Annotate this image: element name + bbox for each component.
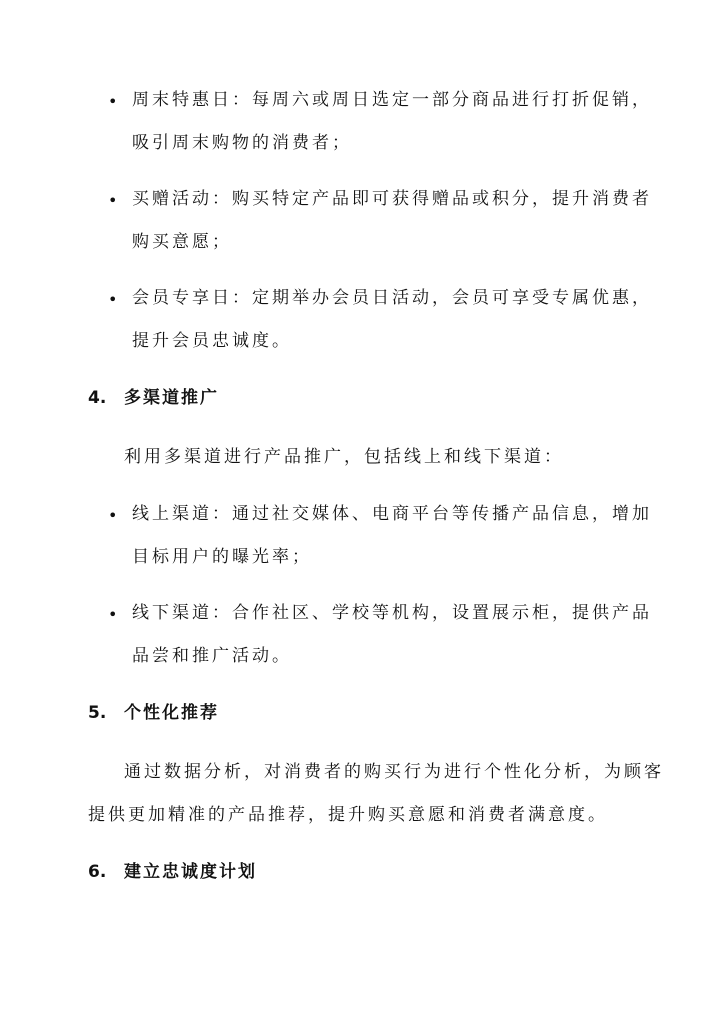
bullet-text-line: 提升会员忠诚度。 xyxy=(132,331,292,351)
bullet-text-line: 线上渠道：通过社交媒体、电商平台等传播产品信息，增加 xyxy=(132,504,652,524)
bullet-marker: • xyxy=(108,605,118,624)
bullet-text-line: 周末特惠日：每周六或周日选定一部分商品进行打折促销， xyxy=(132,90,652,110)
bullet-text-line: 品尝和推广活动。 xyxy=(132,646,292,666)
section-number: 5. xyxy=(88,703,107,723)
paragraph-line: 提供更加精准的产品推荐，提升购买意愿和消费者满意度。 xyxy=(88,805,608,825)
paragraph-line: 通过数据分析，对消费者的购买行为进行个性化分析，为顾客 xyxy=(124,762,664,782)
bullet-text-line: 会员专享日：定期举办会员日活动，会员可享受专属优惠， xyxy=(132,288,652,308)
section-title: 多渠道推广 xyxy=(124,388,219,408)
section-heading xyxy=(88,388,219,408)
section-title: 个性化推荐 xyxy=(124,703,219,723)
section-heading xyxy=(88,862,257,882)
bullet-text-line: 线下渠道：合作社区、学校等机构，设置展示柜，提供产品 xyxy=(132,603,652,623)
bullet-text-line: 购买意愿； xyxy=(132,232,232,252)
section-heading xyxy=(88,703,219,723)
section-number: 6. xyxy=(88,862,107,882)
bullet-marker: • xyxy=(108,92,118,111)
bullet-text-line: 吸引周末购物的消费者； xyxy=(132,133,352,153)
bullet-text-line: 目标用户的曝光率； xyxy=(132,547,312,567)
section-title: 建立忠诚度计划 xyxy=(124,862,257,882)
bullet-marker: • xyxy=(108,506,118,525)
section-number: 4. xyxy=(88,388,107,408)
bullet-marker: • xyxy=(108,290,118,309)
bullet-text-line: 买赠活动：购买特定产品即可获得赠品或积分，提升消费者 xyxy=(132,189,652,209)
bullet-marker: • xyxy=(108,191,118,210)
section-intro: 利用多渠道进行产品推广，包括线上和线下渠道： xyxy=(124,447,564,467)
